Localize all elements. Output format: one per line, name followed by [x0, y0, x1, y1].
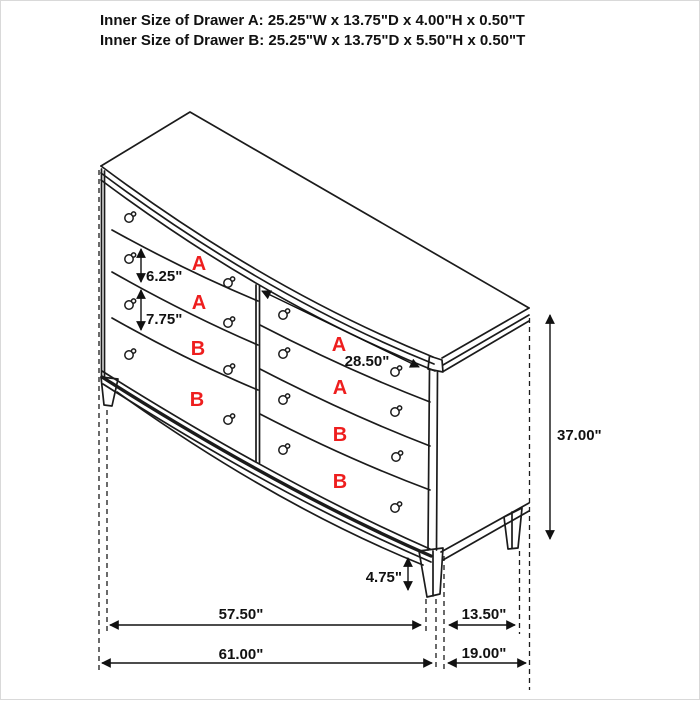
knob-icon — [279, 394, 290, 404]
front-right-post — [428, 370, 438, 550]
dim-label-overall-width: 61.00" — [218, 646, 264, 663]
top-slab-right-band — [443, 315, 529, 371]
front-apron-bottom — [117, 392, 423, 565]
dim-drawer-a-front-height — [141, 249, 182, 285]
drawer-a-inner-size-text: Inner Size of Drawer A: 25.25"W x 13.75"D x 4.00"H x 0.50"T — [100, 12, 525, 29]
dim-leg-height — [366, 558, 408, 590]
knob-icon — [279, 309, 290, 319]
dim-label-side-depth-between-legs: 13.50" — [461, 606, 507, 623]
dim-label-overall-height: 37.00" — [557, 427, 602, 444]
left-stile — [102, 169, 105, 377]
right-bank-drawer-2-label: A — [332, 377, 348, 399]
knob-icon — [125, 349, 136, 359]
dim-label-front-width-between-legs: 57.50" — [218, 606, 264, 623]
knob-icon — [224, 317, 235, 327]
knob-icon — [125, 212, 136, 222]
right-bank-drawer-1-label: A — [331, 334, 347, 356]
dim-overall-width — [102, 646, 432, 663]
knob-icon — [391, 366, 402, 376]
dim-label-leg-height: 4.75" — [365, 569, 402, 586]
dim-drawer-b-front-height — [141, 290, 182, 330]
dim-label-right-bank-front-width: 28.50" — [344, 353, 390, 370]
dim-label-overall-depth: 19.00" — [461, 645, 507, 662]
knob-icon — [125, 299, 136, 309]
dim-label-drawer-a-front-height: 6.25" — [146, 268, 183, 285]
drawer-b-inner-size-text: Inner Size of Drawer B: 25.25"W x 13.75"D x 5.50"H x 0.50"T — [100, 31, 526, 49]
top-right-edge — [442, 308, 529, 358]
knob-icon — [224, 414, 235, 424]
center-stile — [256, 285, 260, 463]
dim-overall-depth — [448, 645, 526, 663]
front-skirt-top — [102, 371, 430, 549]
back-right-leg — [504, 508, 522, 549]
left-bank-divider-3 — [112, 318, 258, 390]
left-bank-drawer-2-label: A — [191, 292, 207, 314]
knob-icon — [125, 253, 136, 263]
knob-icon — [392, 451, 403, 461]
right-bank-drawer-3-label: B — [332, 424, 348, 446]
knob-icon — [391, 502, 402, 512]
dim-side-depth-between-legs — [449, 606, 515, 625]
front-skirt-thick — [102, 377, 431, 556]
left-bank-drawer-4-label: B — [189, 389, 205, 411]
dresser-outline — [101, 112, 529, 597]
knob-icon — [279, 348, 290, 358]
dim-overall-height — [550, 315, 602, 539]
left-bank-drawer-3-label: B — [190, 338, 206, 360]
dim-label-drawer-b-front-height: 7.75" — [146, 311, 183, 328]
knob-icon — [391, 406, 402, 416]
right-bank-drawer-4-label: B — [332, 471, 348, 493]
knob-icon — [224, 364, 235, 374]
knob-icon — [279, 444, 290, 454]
left-bank-divider-1 — [112, 230, 258, 301]
inner-size-note — [100, 11, 525, 50]
knob-icon — [224, 277, 235, 287]
left-bank-drawer-1-label: A — [191, 253, 207, 275]
dim-front-width-between-legs — [110, 606, 421, 625]
dimension-lines — [102, 249, 602, 663]
left-bank-divider-2 — [112, 272, 258, 345]
